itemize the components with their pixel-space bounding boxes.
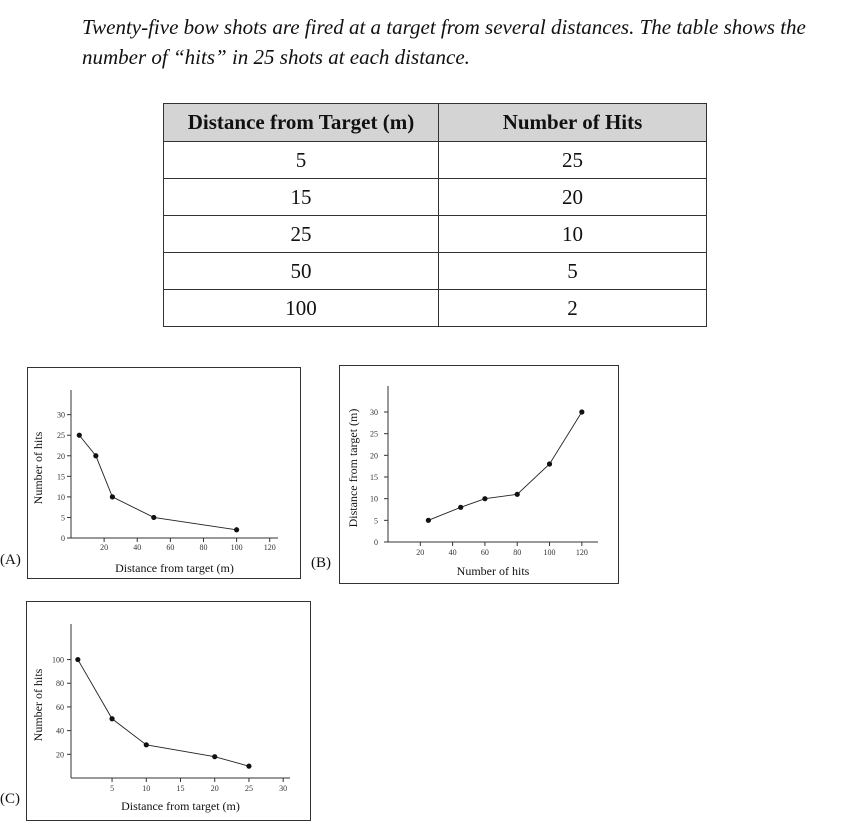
data-point-a [234, 527, 239, 532]
cell-hits: 5 [439, 253, 707, 290]
y-tick-label-c: 60 [56, 702, 64, 712]
data-point-c [246, 764, 251, 769]
data-point-b [482, 496, 487, 501]
x-tick-label-c: 10 [142, 784, 151, 793]
y-tick-label-c: 100 [52, 655, 64, 665]
x-tick-label-a: 60 [166, 543, 175, 552]
data-point-c [109, 716, 114, 721]
cell-distance: 15 [164, 179, 439, 216]
y-tick-label-b: 0 [374, 538, 378, 547]
x-axis-title-c: Distance from target (m) [121, 799, 240, 813]
data-point-b [547, 461, 552, 466]
data-point-c [144, 742, 149, 747]
cell-distance: 100 [164, 290, 439, 327]
data-point-a [77, 433, 82, 438]
x-tick-label-a: 100 [230, 543, 243, 552]
y-axis-title-b: Distance from target (m) [345, 408, 360, 528]
cell-hits: 2 [439, 290, 707, 327]
x-tick-label-b: 60 [480, 548, 489, 557]
x-tick-label-b: 40 [448, 548, 457, 557]
y-tick-label-b: 25 [370, 429, 378, 439]
x-tick-label-c: 25 [244, 784, 253, 793]
chart-panel-b[interactable] [339, 365, 619, 584]
x-tick-label-c: 15 [176, 784, 185, 793]
chart-a [28, 368, 302, 580]
y-tick-label-b: 30 [370, 408, 378, 417]
y-tick-label-b: 5 [374, 516, 378, 526]
y-tick-label-a: 5 [61, 513, 65, 523]
y-tick-label-c: 40 [56, 726, 64, 736]
cell-hits: 10 [439, 216, 707, 253]
series-line-b [428, 412, 581, 520]
data-point-b [579, 409, 584, 414]
table-row [164, 179, 707, 216]
y-tick-label-a: 15 [57, 472, 65, 482]
x-tick-label-a: 40 [133, 543, 142, 552]
x-tick-label-b: 100 [543, 548, 556, 557]
data-point-b [458, 505, 463, 510]
y-tick-label-c: 20 [56, 750, 64, 760]
x-tick-label-b: 120 [575, 548, 588, 557]
y-tick-label-b: 10 [370, 494, 378, 504]
data-point-c [212, 754, 217, 759]
series-line-a [79, 435, 236, 530]
y-axis-title-c: Number of hits [30, 668, 45, 742]
y-tick-label-b: 20 [370, 451, 378, 461]
option-label-c[interactable]: (C) [0, 791, 20, 807]
y-tick-label-a: 10 [57, 492, 65, 502]
y-tick-label-c: 80 [56, 679, 64, 689]
y-tick-label-b: 15 [370, 473, 378, 482]
question-text: Twenty-five bow shots are fired at a target from several distances. The table shows the number of “hits” in 25 shots at each distance. [82, 15, 806, 69]
chart-panel-c[interactable] [26, 601, 311, 821]
x-tick-label-c: 20 [210, 784, 219, 793]
x-tick-label-a: 120 [263, 543, 276, 552]
data-table [163, 103, 707, 327]
data-point-b [426, 518, 431, 523]
option-label-a[interactable]: (A) [0, 552, 21, 568]
chart-b [340, 366, 620, 585]
data-point-b [515, 492, 520, 497]
y-tick-label-a: 20 [57, 451, 65, 461]
chart-c [27, 602, 312, 822]
x-tick-label-c: 30 [279, 784, 288, 793]
cell-distance: 5 [164, 142, 439, 179]
cell-distance: 50 [164, 253, 439, 290]
y-tick-label-a: 25 [57, 431, 65, 441]
x-tick-label-a: 20 [100, 543, 109, 552]
header-distance: Distance from Target (m) [164, 104, 439, 142]
data-point-a [110, 494, 115, 499]
chart-panel-a[interactable] [27, 367, 301, 579]
series-line-c [78, 660, 249, 767]
table-header-row [164, 104, 707, 142]
y-axis-title-a: Number of hits [30, 431, 45, 505]
x-tick-label-c: 5 [110, 784, 115, 793]
y-tick-label-a: 0 [61, 534, 65, 543]
table-row [164, 142, 707, 179]
x-tick-label-b: 80 [513, 548, 522, 557]
table-row [164, 290, 707, 327]
x-axis-title-a: Distance from target (m) [115, 561, 234, 575]
x-axis-title-b: Number of hits [456, 564, 530, 578]
table-row [164, 216, 707, 253]
cell-hits: 25 [439, 142, 707, 179]
x-tick-label-a: 80 [199, 543, 208, 552]
data-point-a [93, 453, 98, 458]
header-hits: Number of Hits [439, 104, 707, 142]
y-tick-label-a: 30 [57, 410, 65, 420]
table-row [164, 253, 707, 290]
data-point-c [75, 657, 80, 662]
cell-distance: 25 [164, 216, 439, 253]
data-point-a [151, 515, 156, 520]
option-label-b[interactable]: (B) [311, 555, 331, 571]
cell-hits: 20 [439, 179, 707, 216]
x-tick-label-b: 20 [416, 548, 425, 557]
